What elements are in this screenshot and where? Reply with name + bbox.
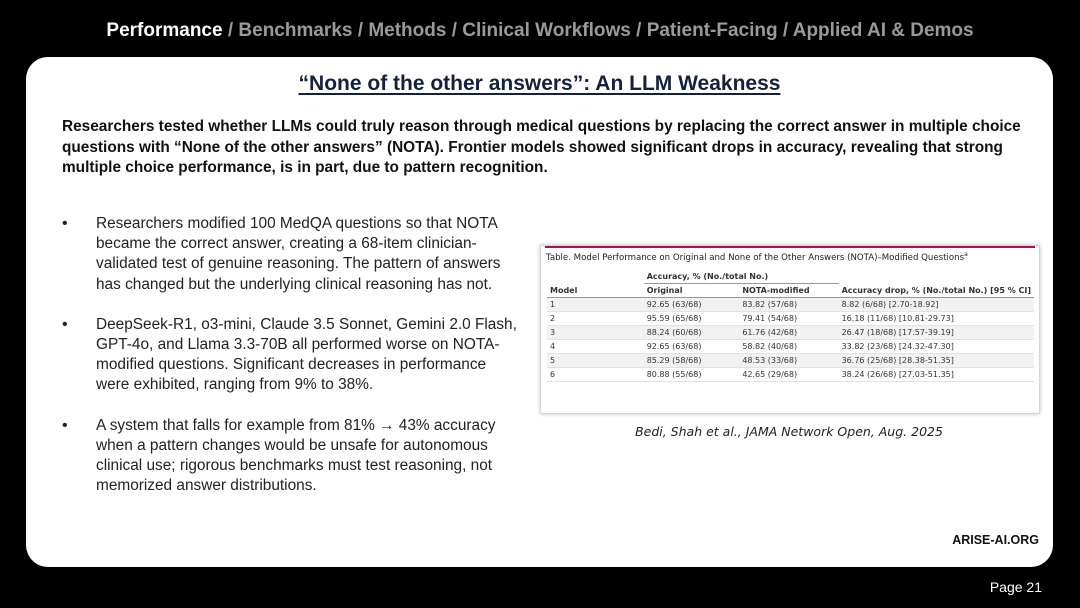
nav-item-patient-facing[interactable]: Patient-Facing bbox=[646, 20, 778, 41]
bullet-text: Researchers modified 100 MedQA questions so that NOTA became the correct answer, creating a 68-item clinician-validated test of genuine reasoning. The pattern of answers has changed but the underlying clinical reasoning has not. bbox=[96, 215, 501, 293]
caption-footnote-marker: a bbox=[964, 251, 968, 258]
slide-card bbox=[26, 57, 1053, 567]
bullet-text: DeepSeek-R1, o3-mini, Claude 3.5 Sonnet, Gemini 2.0 Flash, GPT-4o, and Llama 3.3-70B all performed worse on NOTA-modified questions. Significant decreases in performance were exhibited, ranging from 9% to 38%. bbox=[96, 315, 517, 394]
table-caption: Table. Model Performance on Original and None of the Other Answers (NOTA)–Modified Questions$^a$ bbox=[546, 251, 968, 263]
nav-separator: / bbox=[782, 20, 789, 41]
table-row: 2 95.59 (65/68) 79.41 (54/68) 16.18 (11/68) [10.81-29.73] bbox=[547, 312, 1034, 326]
bullet-dot: • bbox=[62, 215, 68, 232]
bullet-item bbox=[62, 315, 517, 396]
table-group-header: Accuracy, % (No./total No.) bbox=[644, 270, 839, 284]
slide-title: “None of the other answers”: An LLM Weakness bbox=[298, 72, 781, 95]
table-citation: Bedi, Shah et al., JAMA Network Open, Aug. 2025 bbox=[635, 424, 943, 439]
bullet-dot: • bbox=[62, 416, 68, 434]
bullet-list bbox=[62, 214, 517, 516]
bullet-item bbox=[62, 416, 517, 497]
table-header-nota: NOTA-modified bbox=[739, 284, 838, 298]
breadcrumb-nav bbox=[0, 20, 1080, 42]
nav-separator: / bbox=[451, 20, 457, 41]
bullet-text: A system that falls for example from 81% → 43% accuracy when a pattern changes would be unsafe for autonomous clinical use; rigorous benchmarks must test reasoning, not memorized answer distributions. bbox=[96, 416, 496, 495]
page-number: Page 21 bbox=[989, 579, 1042, 595]
intro-paragraph: Researchers tested whether LLMs could truly reason through medical questions by replacing the correct answer in multiple choice questions with “None of the other answers” (NOTA). Frontier models showed significant drops in accuracy, revealing that strong multiple choice performance, is in part, due to pattern recognition. bbox=[62, 118, 1021, 176]
nav-separator: / bbox=[227, 20, 234, 41]
table-row: 4 92.65 (63/68) 58.82 (40/68) 33.82 (23/68) [24.32-47.30] bbox=[547, 340, 1034, 354]
table-header-model: Model bbox=[547, 284, 644, 298]
nav-item-benchmarks[interactable]: Benchmarks bbox=[238, 20, 353, 41]
table-header-accuracy-drop: Accuracy drop, % (No./total No.) [95 % CI] bbox=[839, 284, 1034, 298]
table-row: 1 92.65 (63/68) 83.82 (57/68) 8.82 (6/68) [2.70-18.92] bbox=[547, 298, 1034, 312]
table-header-original: Original bbox=[644, 284, 740, 298]
brand-label: ARISE-AI.ORG bbox=[952, 533, 1039, 547]
nav-item-applied-ai-demos[interactable]: Applied AI & Demos bbox=[792, 20, 974, 41]
table-row: 5 85.29 (58/68) 48.53 (33/68) 36.76 (25/68) [28.38-51.35] bbox=[547, 354, 1034, 368]
table-row: 6 80.88 (55/68) 42.65 (29/68) 38.24 (26/68) [27.03-51.35] bbox=[547, 368, 1034, 382]
nav-item-clinical-workflows[interactable]: Clinical Workflows bbox=[462, 20, 631, 41]
results-table-figure bbox=[540, 245, 1040, 414]
bullet-item bbox=[62, 214, 517, 295]
nav-separator: / bbox=[357, 20, 364, 41]
nav-item-performance[interactable]: Performance bbox=[106, 20, 223, 41]
results-table bbox=[547, 270, 1034, 382]
table-row: 3 88.24 (60/68) 61.76 (42/68) 26.47 (18/68) [17.57-39.19] bbox=[547, 326, 1034, 340]
bullet-dot: • bbox=[62, 315, 68, 333]
table-top-rule bbox=[545, 246, 1035, 248]
nav-item-methods[interactable]: Methods bbox=[368, 20, 447, 41]
nav-separator: / bbox=[636, 20, 642, 41]
